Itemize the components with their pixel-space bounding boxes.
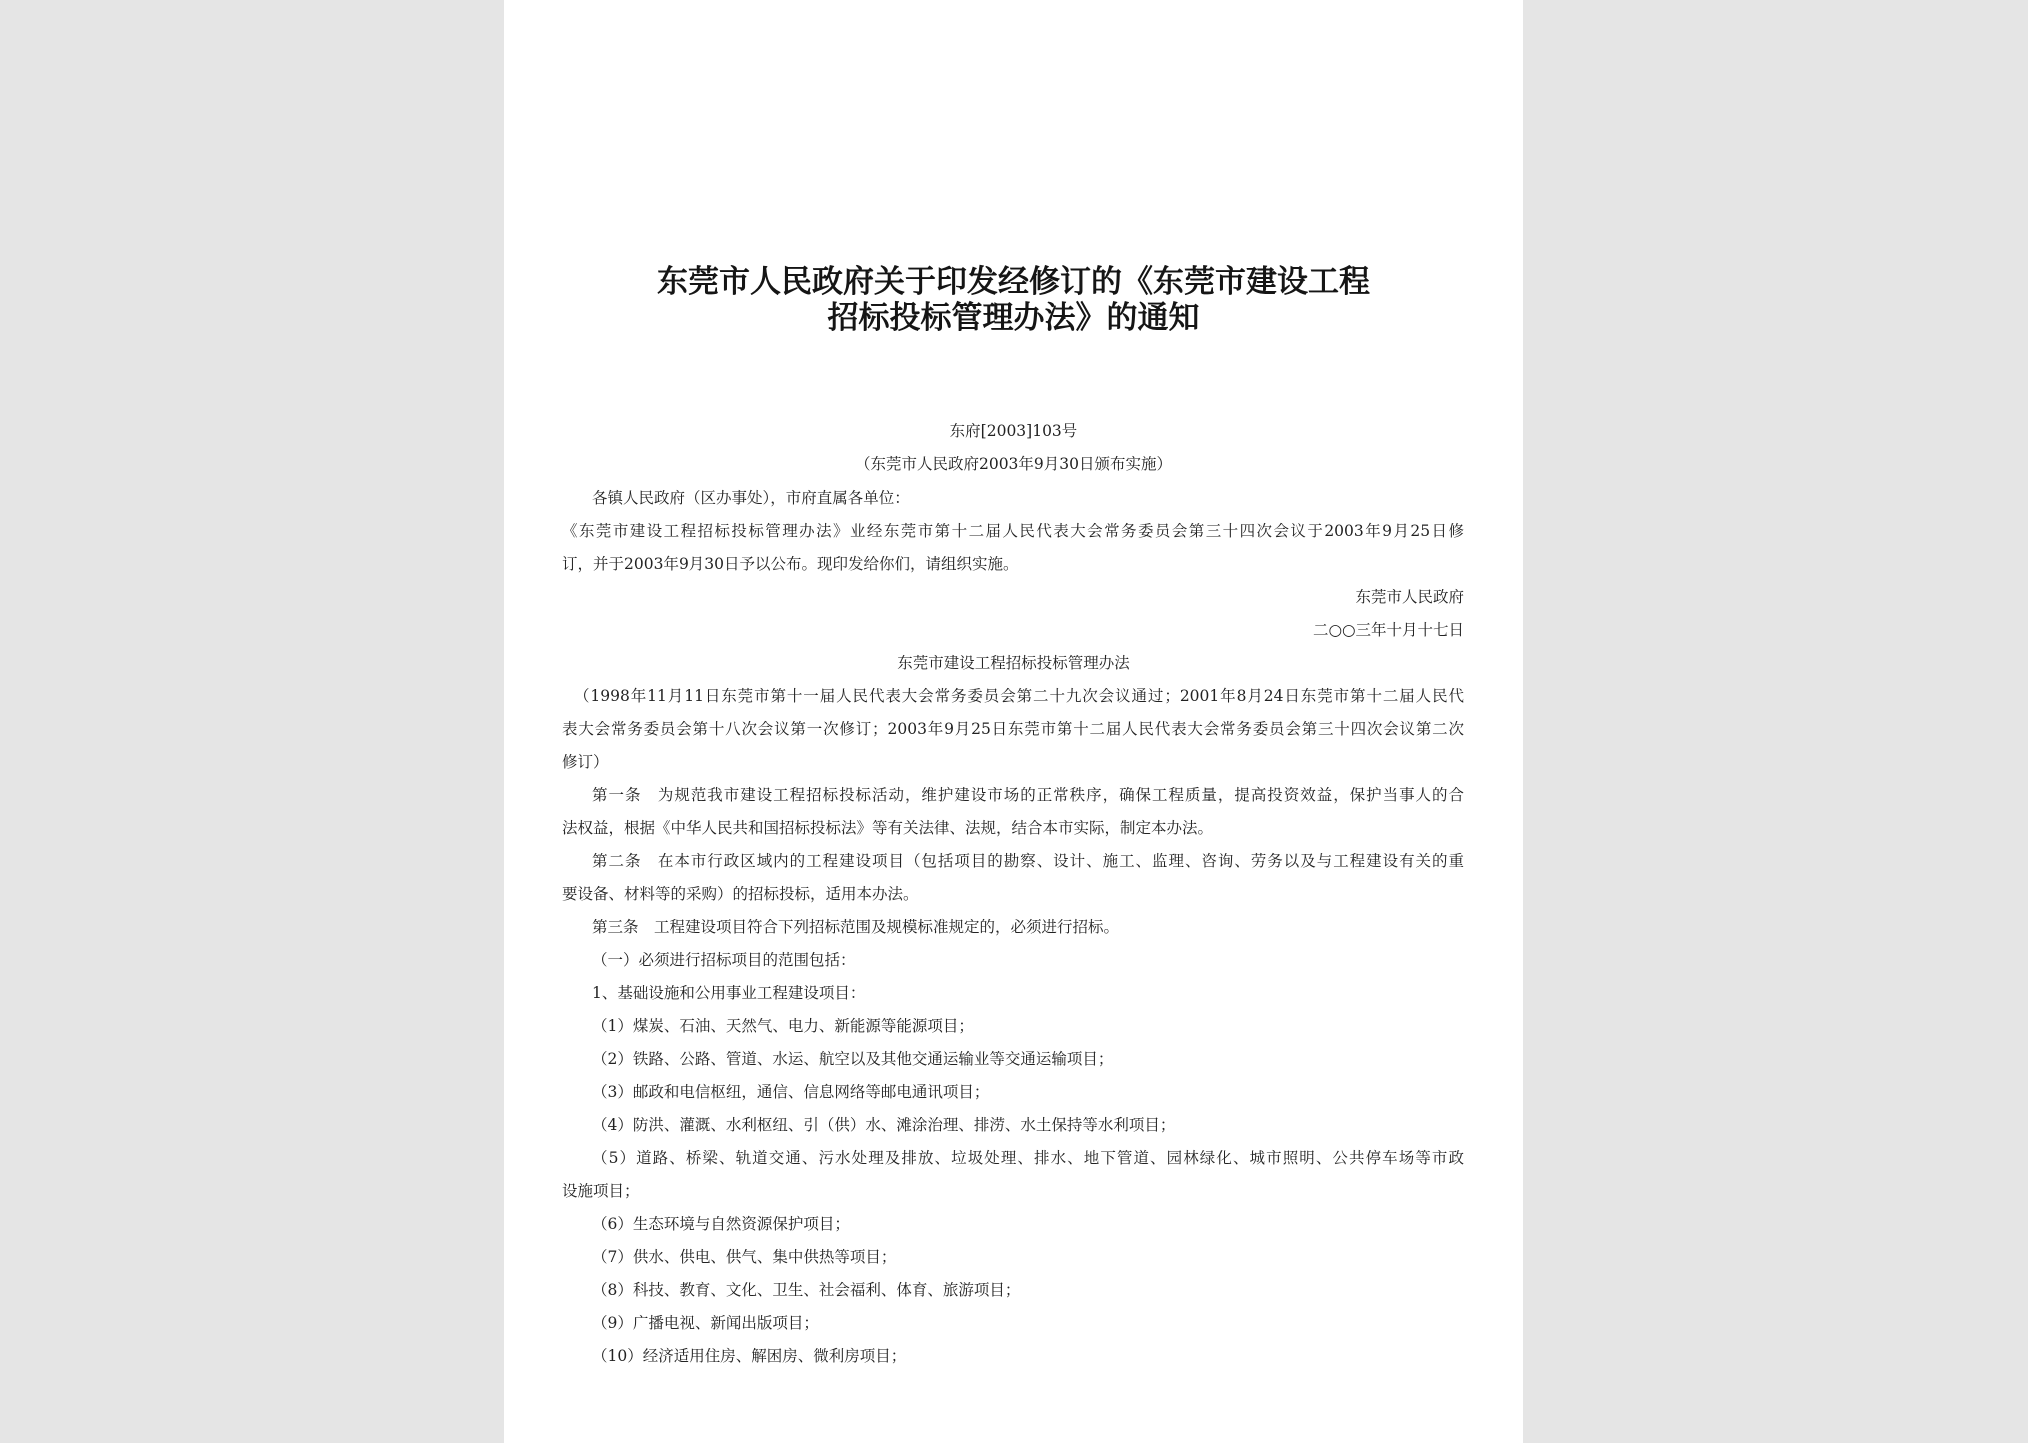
article1-line2: 法权益，根据《中华人民共和国招标投标法》等有关法律、法规，结合本市实际，制定本办法。 [562,819,1214,837]
revision-line1: （1998年11月11日东莞市第十一届人民代表大会常务委员会第二十九次会议通过；2001年8月24日东莞市第十二届人民代 [574,687,1464,705]
list-item: （7）供水、供电、供气、集中供热等项目； [592,1248,897,1266]
list-item: （1）煤炭、石油、天然气、电力、新能源等能源项目； [592,1017,974,1035]
list-item: （2）铁路、公路、管道、水运、航空以及其他交通运输业等交通运输项目； [592,1050,1114,1068]
document-page [504,0,1523,1443]
para1-line2: 订，并于2003年9月30日予以公布。现印发给你们，请组织实施。 [562,555,1019,573]
article2-line1: 第二条 在本市行政区域内的工程建设项目（包括项目的勘察、设计、施工、监理、咨询、劳务以及与工程建设有关的重 [592,852,1464,870]
revision-line2: 表大会常务委员会第十八次会议第一次修订；2003年9月25日东莞市第十二届人民代表大会常务委员会第三十四次会议第二次 [562,720,1464,738]
list-item: （9）广播电视、新闻出版项目； [592,1314,819,1332]
list-item: （3）邮政和电信枢纽，通信、信息网络等邮电通讯项目； [592,1083,990,1101]
scope-heading: （一）必须进行招标项目的范围包括： [592,951,856,969]
article3: 第三条 工程建设项目符合下列招标范围及规模标准规定的，必须进行招标。 [592,918,1120,936]
article2-line2: 要设备、材料等的采购）的招标投标，适用本办法。 [562,885,919,903]
list-item: （5）道路、桥梁、轨道交通、污水处理及排放、垃圾处理、排水、地下管道、园林绿化、城市照明、公共停车场等市政 [592,1149,1464,1167]
article1-line1: 第一条 为规范我市建设工程招标投标活动，维护建设市场的正常秩序，确保工程质量，提高投资效益，保护当事人的合 [592,786,1464,804]
list-item: （4）防洪、灌溉、水利枢纽、引（供）水、滩涂治理、排涝、水土保持等水利项目； [592,1116,1176,1134]
issue-note: （东莞市人民政府2003年9月30日颁布实施） [854,455,1173,473]
document-title-line1: 东莞市人民政府关于印发经修订的《东莞市建设工程 [657,264,1370,300]
item1-heading: 1、基础设施和公用事业工程建设项目： [592,984,866,1002]
list-item: （10）经济适用住房、解困房、微利房项目； [592,1347,907,1365]
list-item-continuation: 设施项目； [562,1182,640,1200]
list-item: （6）生态环境与自然资源保护项目； [592,1215,850,1233]
salutation: 各镇人民政府（区办事处），市府直属各单位： [592,489,910,507]
sub-title: 东莞市建设工程招标投标管理办法 [897,654,1130,672]
document-title-line2: 招标投标管理办法》的通知 [827,300,1200,336]
signature-date: 二○○三年十月十七日 [1312,621,1464,639]
revision-line3: 修订） [562,753,609,771]
para1-line1: 《东莞市建设工程招标投标管理办法》业经东莞市第十二届人民代表大会常务委员会第三十四次会议于2003年9月25日修 [562,522,1464,540]
doc-number: 东府[2003]103号 [949,422,1078,440]
signature-org: 东莞市人民政府 [1355,588,1464,606]
list-item: （8）科技、教育、文化、卫生、社会福利、体育、旅游项目； [592,1281,1021,1299]
